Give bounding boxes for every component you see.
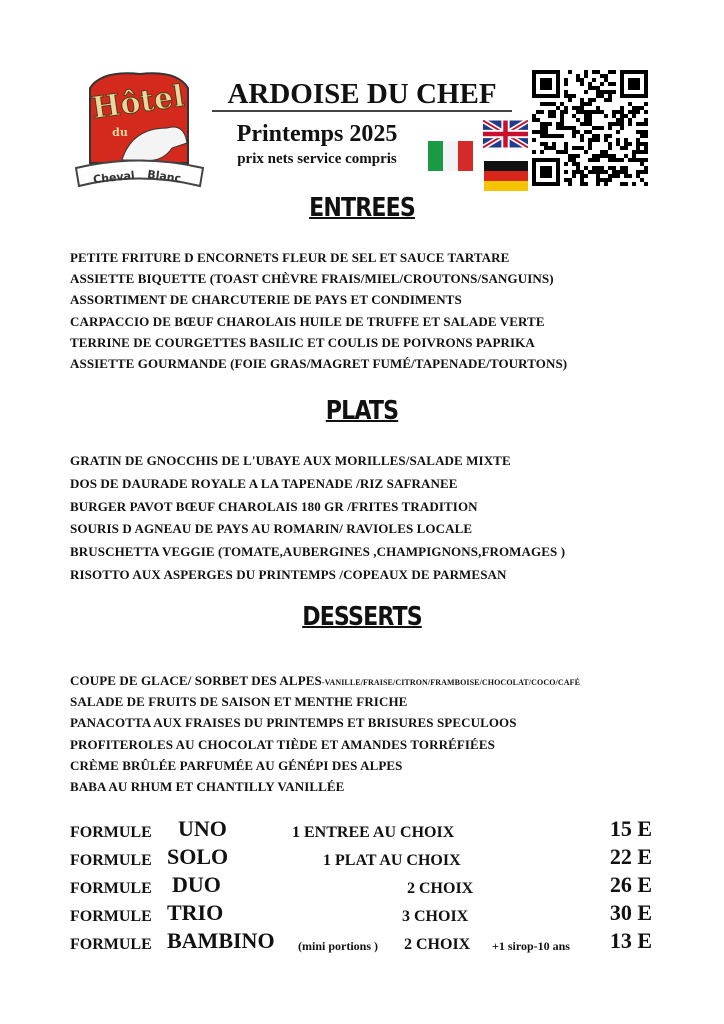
desserts-item: CRÈME BRÛLÉE PARFUMÉE AU GÉNÉPI DES ALPES [70,757,403,773]
entrees-item: ASSIETTE GOURMANDE (FOIE GRAS/MAGRET FUMÉ/TAPENADE/TOURTONS) [70,356,568,371]
dessert-item [70,673,580,689]
formule-note: (mini portions ) [298,939,379,953]
formule-price: 30 E [609,900,652,925]
entrees-item: TERRINE DE COURGETTES BASILIC ET COULIS DE POIVRONS PAPRIKA [70,334,535,350]
plats-item: BRUSCHETTA VEGGIE (TOMATE,AUBERGINES ,CHAMPIGNONS,FROMAGES ) [70,544,566,560]
desserts-item: BABA AU RHUM ET CHANTILLY VANILLÉE [70,779,345,795]
entrees-item: CARPACCIO DE BŒUF CHAROLAIS HUILE DE TRUFFE ET SALADE VERTE [70,313,545,329]
formule-description: 3 CHOIX [402,908,469,925]
formule-price: 13 E [609,928,652,953]
formule-row [70,872,660,900]
formule-description: 1 ENTREE AU CHOIX [292,824,455,841]
formule-label: FORMULE [70,824,152,841]
formule-row [70,928,660,956]
section-title-plats: PLATS [325,396,399,426]
formule-row [70,844,660,872]
svg-text:Blanc: Blanc [146,167,182,186]
plats-item: GRATIN DE GNOCCHIS DE L'UBAYE AUX MORILLES/SALADE MIXTE [70,453,511,468]
season-subtitle: Printemps 2025 [236,121,398,147]
formule-name: DUO [172,872,221,897]
formule-price: 15 E [609,816,652,841]
formule-name: BAMBINO [167,928,275,953]
formule-description: 2 CHOIX [404,936,471,953]
price-note: prix nets service compris [237,151,397,167]
qr-code[interactable] [532,70,648,186]
formule-name: UNO [178,816,227,841]
desserts-item: PANACOTTA AUX FRAISES DU PRINTEMPS ET BRISURES SPECULOOS [70,715,517,731]
formule-description: 2 CHOIX [407,880,474,897]
italian-flag-icon[interactable] [428,141,473,171]
formule-label: FORMULE [70,908,152,925]
hotel-logo [72,68,207,190]
section-title-desserts: DESSERTS [302,602,422,632]
formule-description: 1 PLAT AU CHOIX [323,852,461,869]
formule-row [70,816,660,844]
uk-flag-icon[interactable] [483,120,528,148]
formule-label: FORMULE [70,880,152,897]
dessert-item-label: COUPE DE GLACE/ SORBET DES ALPES [70,673,322,688]
svg-text:du: du [112,126,128,139]
desserts-item: PROFITEROLES AU CHOCOLAT TIÈDE ET AMANDES TORRÉFIÉES [70,736,495,752]
formule-row [70,900,660,928]
german-flag-icon[interactable] [484,161,528,191]
entrees-item: PETITE FRITURE D ENCORNETS FLEUR DE SEL ET SAUCE TARTARE [70,250,510,265]
section-title-entrees: ENTREES [309,193,415,223]
entrees-item: ASSIETTE BIQUETTE (TOAST CHÈVRE FRAIS/MIEL/CROUTONS/SANGUINS) [70,271,554,287]
plats-item: DOS DE DAURADE ROYALE A LA TAPENADE /RIZ SAFRANEE [70,475,458,491]
plats-item: BURGER PAVOT BŒUF CHAROLAIS 180 GR /FRITES TRADITION [70,498,478,514]
formule-name: SOLO [167,844,229,869]
plats-item: SOURIS D AGNEAU DE PAYS AU ROMARIN/ RAVIOLES LOCALE [70,521,473,537]
entrees-item: ASSORTIMENT DE CHARCUTERIE DE PAYS ET CONDIMENTS [70,292,462,308]
svg-text:Cheval: Cheval [92,168,136,187]
formule-extra: +1 sirop-10 ans [492,939,570,953]
formule-price: 26 E [609,872,652,897]
svg-text:Hôtel: Hôtel [89,78,187,127]
formule-label: FORMULE [70,852,152,869]
plats-item: RISOTTO AUX ASPERGES DU PRINTEMPS /COPEAUX DE PARMESAN [70,567,507,582]
page-title: ARDOISE DU CHEF [212,78,512,112]
formule-name: TRIO [167,900,224,925]
desserts-item: SALADE DE FRUITS DE SAISON ET MENTHE FRICHE [70,694,408,709]
dessert-flavours: -VANILLE/FRAISE/CITRON/FRAMBOISE/CHOCOLAT/COCO/CAFÉ [321,678,581,687]
formule-price: 22 E [609,844,652,869]
formule-label: FORMULE [70,936,152,953]
